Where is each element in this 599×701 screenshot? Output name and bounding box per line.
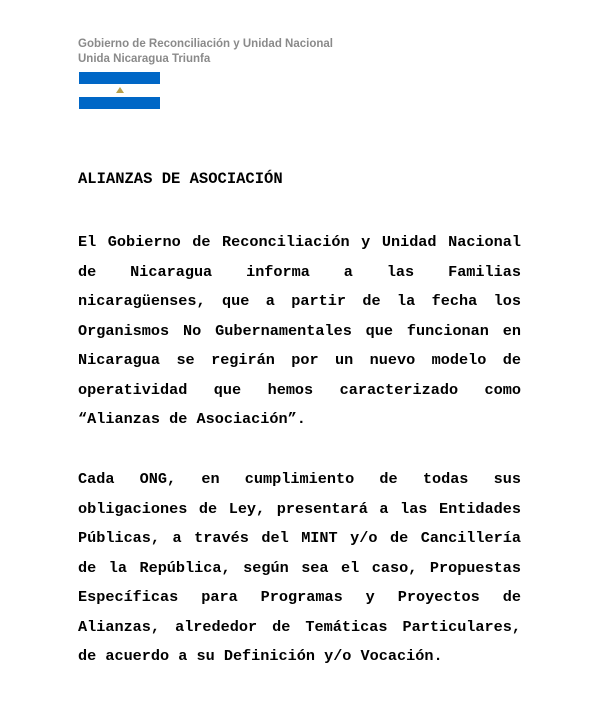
flag-stripe-middle	[79, 84, 160, 96]
flag-stripe-bottom	[79, 97, 160, 109]
letterhead-line-government: Gobierno de Reconciliación y Unidad Nacional	[78, 38, 333, 50]
flag-stripe-top	[79, 72, 160, 84]
document-title: ALIANZAS DE ASOCIACIÓN	[78, 170, 283, 188]
paragraph-announcement: El Gobierno de Reconciliación y Unidad Nacional de Nicaragua informa a las Familias nicaragüenses, que a partir de la fecha los Organismos No Gubernamentales que funcionan en Nicaragua se regirán por un nuevo modelo de operatividad que hemos caracterizado como “Alianzas de Asociación”.	[78, 233, 521, 428]
paragraph-ong-obligations: Cada ONG, en cumplimiento de todas sus obligaciones de Ley, presentará a las Entidades Públicas, a través del MINT y/o de Cancillería de la República, según sea el caso, Propuestas Específicas para Programas y Proyectos de Alianzas, alrededor de Temáticas Particulares, de acuerdo a su Definición y/o Vocación.	[78, 470, 521, 665]
flag-emblem-icon	[116, 87, 124, 93]
nicaragua-flag-icon	[79, 72, 160, 109]
letterhead	[78, 37, 333, 67]
letterhead-line-slogan: Unida Nicaragua Triunfa	[78, 53, 211, 65]
